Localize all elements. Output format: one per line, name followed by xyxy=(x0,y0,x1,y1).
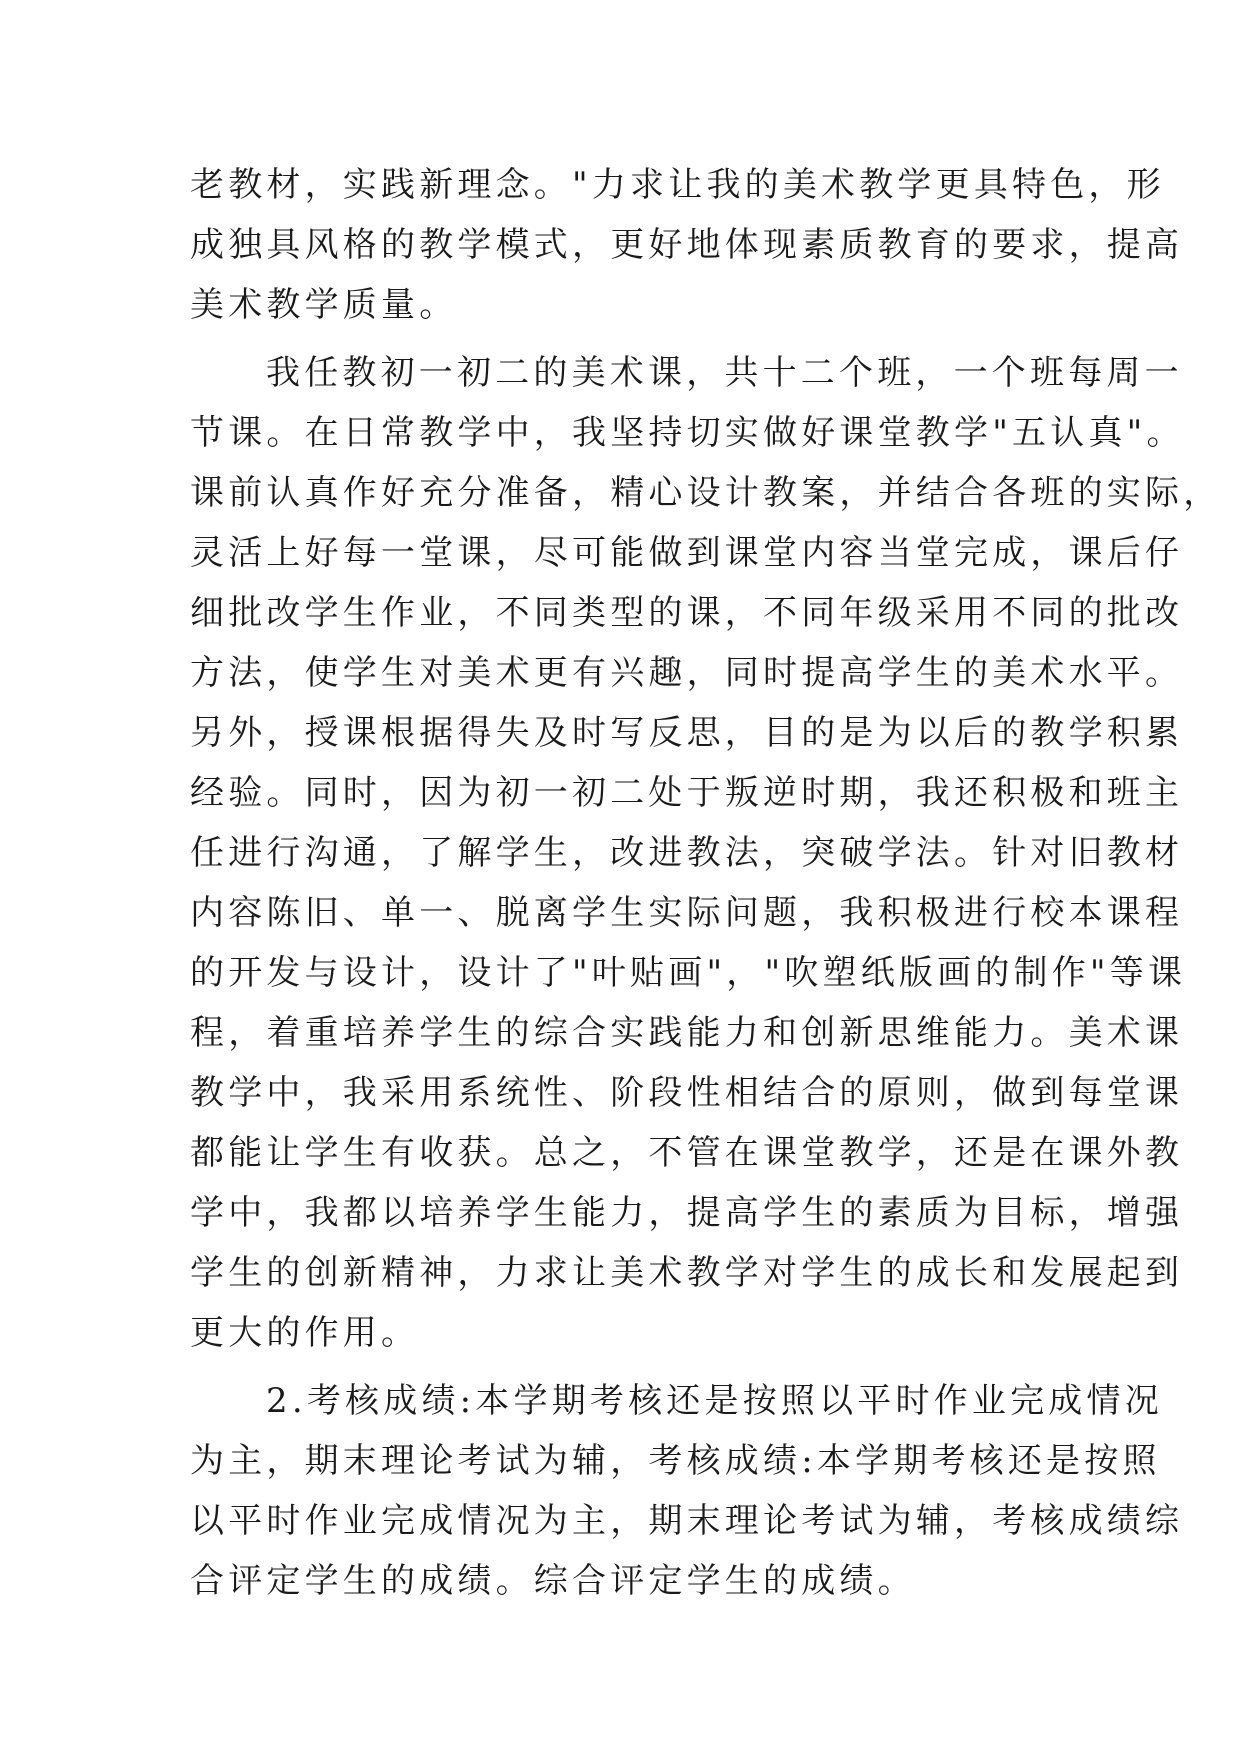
text-line: 以平时作业完成情况为主，期末理论考试为辅，考核成绩综 xyxy=(190,1501,1184,1541)
text-line: 学生的创新精神，力求让美术教学对学生的成长和发展起到 xyxy=(190,1253,1184,1293)
text-line: 经验。同时，因为初一初二处于叛逆时期，我还积极和班主 xyxy=(190,773,1184,813)
text-line: 教学中，我采用系统性、阶段性相结合的原则，做到每堂课 xyxy=(190,1073,1184,1113)
text-line: 都能让学生有收获。总之，不管在课堂教学，还是在课外教 xyxy=(190,1133,1184,1173)
text-line: 美术教学质量。 xyxy=(190,285,458,325)
text-line: 课前认真作好充分准备，精心设计教案，并结合各班的实际， xyxy=(190,473,1222,513)
text-line: 内容陈旧、单一、脱离学生实际问题，我积极进行校本课程 xyxy=(190,893,1184,933)
paragraph-spacer xyxy=(190,1363,1050,1371)
document-page xyxy=(190,155,1222,1611)
text-line: 的开发与设计，设计了"叶贴画"，"吹塑纸版画的制作"等课 xyxy=(190,953,1187,993)
text-line: 细批改学生作业，不同类型的课，不同年级采用不同的批改 xyxy=(190,593,1184,633)
paragraph-intro-continuation xyxy=(190,155,1184,335)
paragraph-teaching-practice xyxy=(190,343,1222,1363)
text-line: 方法，使学生对美术更有兴趣，同时提高学生的美术水平。 xyxy=(190,653,1184,693)
text-line: 更大的作用。 xyxy=(190,1313,420,1353)
text-line: 成独具风格的教学模式，更好地体现素质教育的要求，提高 xyxy=(190,225,1184,265)
text-line: 学中，我都以培养学生能力，提高学生的素质为目标，增强 xyxy=(190,1193,1184,1233)
paragraph-assessment xyxy=(190,1371,1184,1611)
text-line: 灵活上好每一堂课，尽可能做到课堂内容当堂完成，课后仔 xyxy=(190,533,1184,573)
text-line: 2.考核成绩:本学期考核还是按照以平时作业完成情况 xyxy=(266,1381,1163,1421)
text-line: 程，着重培养学生的综合实践能力和创新思维能力。美术课 xyxy=(190,1013,1184,1053)
text-line: 为主，期末理论考试为辅，考核成绩:本学期考核还是按照 xyxy=(190,1441,1161,1481)
text-line: 我任教初一初二的美术课，共十二个班，一个班每周一 xyxy=(266,353,1183,393)
paragraph-spacer xyxy=(190,335,1050,343)
text-line: 另外，授课根据得失及时写反思，目的是为以后的教学积累 xyxy=(190,713,1184,753)
text-line: 老教材，实践新理念。"力求让我的美术教学更具特色，形 xyxy=(190,165,1165,205)
text-line: 合评定学生的成绩。综合评定学生的成绩。 xyxy=(190,1561,916,1601)
text-line: 节课。在日常教学中，我坚持切实做好课堂教学"五认真"。 xyxy=(190,413,1185,453)
text-line: 任进行沟通，了解学生，改进教法，突破学法。针对旧教材 xyxy=(190,833,1184,873)
